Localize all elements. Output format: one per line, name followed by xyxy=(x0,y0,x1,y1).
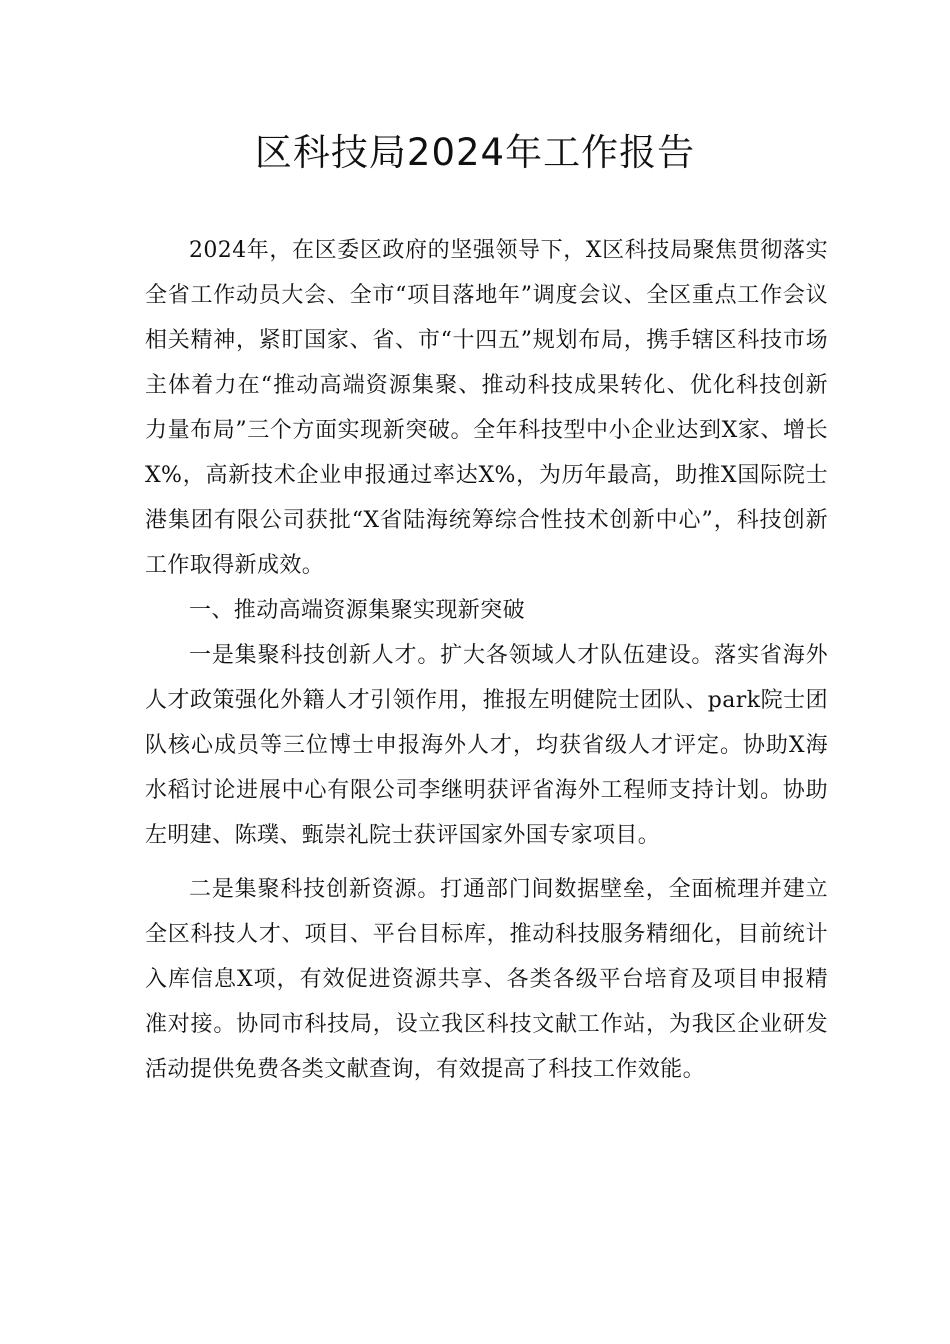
paragraph-talent: 一是集聚科技创新人才。扩大各领域人才队伍建设。落实省海外人才政策强化外籍人才引领作用，推报左明健院士团队、park院士团队核心成员等三位博士申报海外人才，均获省级人才评定。协助X海水稻讨论进展中心有限公司李继明获评省海外工程师支持计划。协助左明建、陈璞、甄崇礼院士获评国家外国专家项目。 xyxy=(145,643,828,848)
section-heading-1: 一、推动高端资源集聚实现新突破 xyxy=(189,598,526,623)
document-body xyxy=(145,228,828,1092)
paragraph-intro: 2024年，在区委区政府的坚强领导下，X区科技局聚焦贯彻落实全省工作动员大会、全市“项目落地年”调度会议、全区重点工作会议相关精神，紧盯国家、省、市“十四五”规划布局，携手辖区科技市场主体着力在“推动高端资源集聚、推动科技成果转化、优化科技创新力量布局”三个方面实现新突破。全年科技型中小企业达到X家、增长X%，高新技术企业申报通过率达X%，为历年最高，助推X国际院士港集团有限公司获批“X省陆海统筹综合性技术创新中心”，科技创新工作取得新成效。 xyxy=(145,238,828,578)
paragraph-spacer xyxy=(145,858,828,867)
paragraph-resources: 二是集聚科技创新资源。打通部门间数据壁垒，全面梳理并建立全区科技人才、项目、平台目标库，推动科技服务精细化，目前统计入库信息X项，有效促进资源共享、各类各级平台培育及项目申报精准对接。协同市科技局，设立我区科技文献工作站，为我区企业研发活动提供免费各类文献查询，有效提高了科技工作效能。 xyxy=(145,877,828,1082)
document-title: 区科技局2024年工作报告 xyxy=(254,131,696,174)
